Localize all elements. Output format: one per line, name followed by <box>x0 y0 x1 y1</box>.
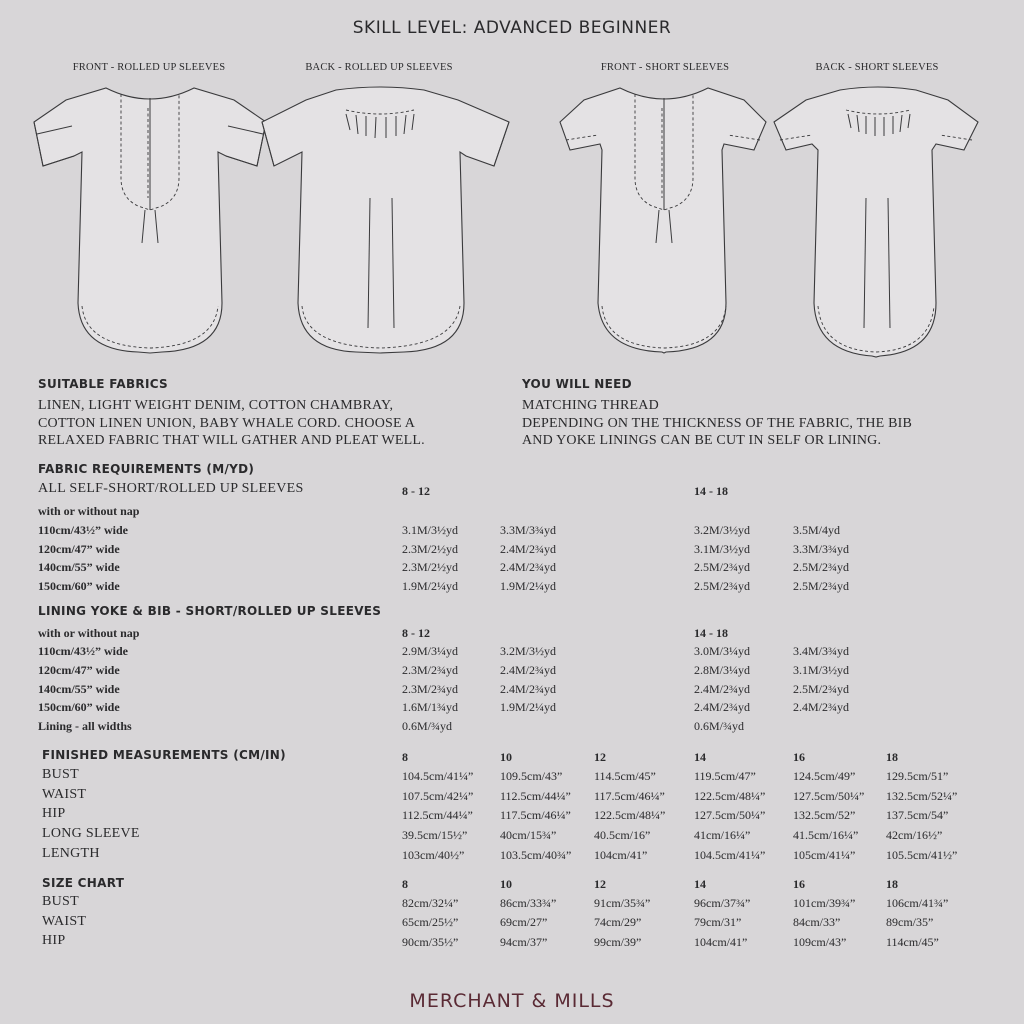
lining-cell: 0.6M/¾yd <box>694 719 745 733</box>
finished-row-label: LONG SLEEVE <box>42 826 140 841</box>
finished-row-label: HIP <box>42 806 66 821</box>
you-will-need-line: MATCHING THREAD <box>522 398 659 413</box>
fabric-cell: 2.3M/2½yd <box>402 560 459 574</box>
lining-row-label: 110cm/43½” wide <box>38 644 128 658</box>
suitable-fabrics-text <box>38 397 425 450</box>
finished-cell: 104cm/41” <box>594 848 648 862</box>
lining-heading: LINING YOKE & BIB - SHORT/ROLLED UP SLEEVES <box>38 604 382 618</box>
fabric-cell: 2.5M/2¾yd <box>793 579 850 593</box>
finished-cell: 132.5cm/52” <box>793 808 856 822</box>
size-header: 16 <box>793 750 805 764</box>
skill-level-title: SKILL LEVEL: ADVANCED BEGINNER <box>352 18 672 38</box>
caption-back-short: BACK - SHORT SLEEVES <box>815 62 939 73</box>
finished-cell: 122.5cm/48¼” <box>594 808 666 822</box>
fabric-cell: 3.1M/3½yd <box>694 542 751 556</box>
size-header: 14 <box>694 877 706 891</box>
finished-row-label: BUST <box>42 767 79 782</box>
finished-cell: 42cm/16½” <box>886 828 943 842</box>
finished-cell: 127.5cm/50¼” <box>694 808 766 822</box>
you-will-need-text <box>522 397 912 450</box>
size-chart-cell: 94cm/37” <box>500 935 548 949</box>
size-chart-row-label: WAIST <box>42 914 87 929</box>
fabric-requirements-subheading: ALL SELF-SHORT/ROLLED UP SLEEVES <box>38 481 304 496</box>
lining-cell: 2.4M/2¾yd <box>793 700 850 714</box>
size-header: 18 <box>886 750 898 764</box>
finished-measurements-heading: FINISHED MEASUREMENTS (CM/IN) <box>42 748 286 762</box>
finished-cell: 103cm/40½” <box>402 848 465 862</box>
lining-cell: 3.4M/3¾yd <box>793 644 850 658</box>
caption-back-rolled: BACK - ROLLED UP SLEEVES <box>305 62 453 73</box>
lining-cell: 2.4M/2¾yd <box>500 663 557 677</box>
finished-cell: 103.5cm/40¾” <box>500 848 572 862</box>
size-chart-cell: 74cm/29” <box>594 915 642 929</box>
size-chart-cell: 86cm/33¾” <box>500 896 557 910</box>
lining-cell: 2.9M/3¼yd <box>402 644 459 658</box>
lining-cell: 3.1M/3½yd <box>793 663 850 677</box>
size-chart-cell: 65cm/25½” <box>402 915 459 929</box>
size-header: 8 <box>402 750 408 764</box>
size-chart-cell: 82cm/32¼” <box>402 896 459 910</box>
finished-cell: 114.5cm/45” <box>594 769 656 783</box>
lining-cell: 2.5M/2¾yd <box>793 682 850 696</box>
lining-cell: 3.0M/3¼yd <box>694 644 751 658</box>
lining-row-label: 140cm/55” wide <box>38 682 120 696</box>
size-header: 16 <box>793 877 805 891</box>
size-chart-cell: 89cm/35” <box>886 915 934 929</box>
fabric-row-label: 110cm/43½” wide <box>38 523 128 537</box>
size-header: 18 <box>886 877 898 891</box>
finished-cell: 109.5cm/43” <box>500 769 563 783</box>
size-chart-row-label: HIP <box>42 933 66 948</box>
finished-row-label: WAIST <box>42 787 87 802</box>
finished-cell: 112.5cm/44¼” <box>402 808 473 822</box>
nap-label: with or without nap <box>38 626 140 640</box>
size-header: 10 <box>500 750 512 764</box>
size-chart-cell: 99cm/39” <box>594 935 642 949</box>
caption-front-short: FRONT - SHORT SLEEVES <box>600 62 730 73</box>
fabric-cell: 1.9M/2¼yd <box>500 579 557 593</box>
finished-cell: 122.5cm/48¼” <box>694 789 766 803</box>
lining-cell: 0.6M/¾yd <box>402 719 453 733</box>
size-chart-row-label: BUST <box>42 894 79 909</box>
suitable-fabrics-line: LINEN, LIGHT WEIGHT DENIM, COTTON CHAMBRAY, <box>38 398 394 413</box>
fabric-cell: 2.4M/2¾yd <box>500 560 557 574</box>
finished-cell: 105cm/41¼” <box>793 848 856 862</box>
front-rolled-sleeves-drawing <box>34 88 266 353</box>
size-chart-cell: 69cm/27” <box>500 915 548 929</box>
suitable-fabrics-line: RELAXED FABRIC THAT WILL GATHER AND PLEAT WELL. <box>38 433 425 448</box>
fabric-row-label: 120cm/47” wide <box>38 542 120 556</box>
size-header: 14 <box>694 750 706 764</box>
caption-front-rolled: FRONT - ROLLED UP SLEEVES <box>72 62 226 73</box>
size-chart-cell: 106cm/41¾” <box>886 896 949 910</box>
fabric-cell: 2.4M/2¾yd <box>500 542 557 556</box>
fabric-cell: 3.1M/3½yd <box>402 523 459 537</box>
fabric-cell: 3.2M/3½yd <box>694 523 751 537</box>
finished-cell: 137.5cm/54” <box>886 808 949 822</box>
fabric-requirements-heading: FABRIC REQUIREMENTS (M/YD) <box>38 462 255 476</box>
brand-logo-text: MERCHANT & MILLS <box>409 990 615 1012</box>
garment-illustrations <box>0 78 1024 368</box>
finished-cell: 41cm/16¼” <box>694 828 751 842</box>
suitable-fabrics-heading: SUITABLE FABRICS <box>38 377 168 391</box>
lining-row-label: 120cm/47” wide <box>38 663 120 677</box>
fabric-cell: 3.3M/3¾yd <box>793 542 850 556</box>
fabric-row-label: 150cm/60” wide <box>38 579 120 593</box>
size-chart-cell: 79cm/31” <box>694 915 742 929</box>
lining-cell: 2.3M/2¾yd <box>402 663 459 677</box>
suitable-fabrics-line: COTTON LINEN UNION, BABY WHALE CORD. CHOOSE A <box>38 415 416 431</box>
fabric-row-label: 140cm/55” wide <box>38 560 120 574</box>
finished-cell: 105.5cm/41½” <box>886 848 958 862</box>
size-chart-cell: 114cm/45” <box>886 935 939 949</box>
finished-cell: 104.5cm/41¼” <box>402 769 474 783</box>
size-chart-cell: 104cm/41” <box>694 935 748 949</box>
size-group-8-12: 8 - 12 <box>402 626 430 640</box>
lining-row-label: 150cm/60” wide <box>38 700 120 714</box>
finished-cell: 129.5cm/51” <box>886 769 949 783</box>
back-short-sleeves-drawing <box>774 87 978 357</box>
finished-cell: 107.5cm/42¼” <box>402 789 474 803</box>
finished-cell: 132.5cm/52¼” <box>886 789 958 803</box>
size-header: 10 <box>500 877 512 891</box>
finished-cell: 41.5cm/16¼” <box>793 828 859 842</box>
fabric-cell: 3.5M/4yd <box>793 523 841 537</box>
size-header: 12 <box>594 750 606 764</box>
lining-cell: 2.4M/2¾yd <box>500 682 557 696</box>
finished-row-label: LENGTH <box>42 846 100 861</box>
size-chart-cell: 90cm/35½” <box>402 935 459 949</box>
finished-cell: 117.5cm/46¼” <box>500 808 571 822</box>
size-chart-cell: 109cm/43” <box>793 935 847 949</box>
fabric-cell: 2.3M/2½yd <box>402 542 459 556</box>
size-header: 8 <box>402 877 408 891</box>
finished-cell: 119.5cm/47” <box>694 769 756 783</box>
size-chart-cell: 101cm/39¾” <box>793 896 856 910</box>
lining-all-widths-label: Lining - all widths <box>38 719 132 733</box>
lining-cell: 2.4M/2¾yd <box>694 682 751 696</box>
lining-cell: 2.3M/2¾yd <box>402 682 459 696</box>
finished-cell: 40cm/15¾” <box>500 828 557 842</box>
size-chart-cell: 84cm/33” <box>793 915 841 929</box>
lining-cell: 1.9M/2¼yd <box>500 700 557 714</box>
size-group-14-18: 14 - 18 <box>694 484 728 498</box>
lining-cell: 3.2M/3½yd <box>500 644 557 658</box>
finished-cell: 124.5cm/49” <box>793 769 856 783</box>
nap-label: with or without nap <box>38 504 140 518</box>
finished-cell: 40.5cm/16” <box>594 828 651 842</box>
front-short-sleeves-drawing <box>560 88 766 353</box>
fabric-cell: 2.5M/2¾yd <box>694 579 751 593</box>
back-rolled-sleeves-drawing <box>262 87 509 353</box>
size-group-14-18: 14 - 18 <box>694 626 728 640</box>
lining-cell: 2.4M/2¾yd <box>694 700 751 714</box>
fabric-cell: 2.5M/2¾yd <box>793 560 850 574</box>
finished-cell: 112.5cm/44¼” <box>500 789 571 803</box>
size-chart-heading: SIZE CHART <box>42 876 125 890</box>
size-group-8-12: 8 - 12 <box>402 484 430 498</box>
size-chart-cell: 96cm/37¾” <box>694 896 751 910</box>
size-chart-cell: 91cm/35¾” <box>594 896 651 910</box>
finished-cell: 39.5cm/15½” <box>402 828 468 842</box>
fabric-cell: 3.3M/3¾yd <box>500 523 557 537</box>
you-will-need-line: AND YOKE LININGS CAN BE CUT IN SELF OR LINING. <box>522 433 882 448</box>
fabric-cell: 2.5M/2¾yd <box>694 560 751 574</box>
finished-cell: 127.5cm/50¼” <box>793 789 865 803</box>
fabric-cell: 1.9M/2¼yd <box>402 579 459 593</box>
finished-cell: 117.5cm/46¼” <box>594 789 665 803</box>
size-header: 12 <box>594 877 606 891</box>
finished-cell: 104.5cm/41¼” <box>694 848 766 862</box>
you-will-need-heading: YOU WILL NEED <box>522 377 632 391</box>
you-will-need-line: DEPENDING ON THE THICKNESS OF THE FABRIC, THE BIB <box>522 415 913 431</box>
lining-cell: 2.8M/3¼yd <box>694 663 751 677</box>
lining-cell: 1.6M/1¾yd <box>402 700 459 714</box>
